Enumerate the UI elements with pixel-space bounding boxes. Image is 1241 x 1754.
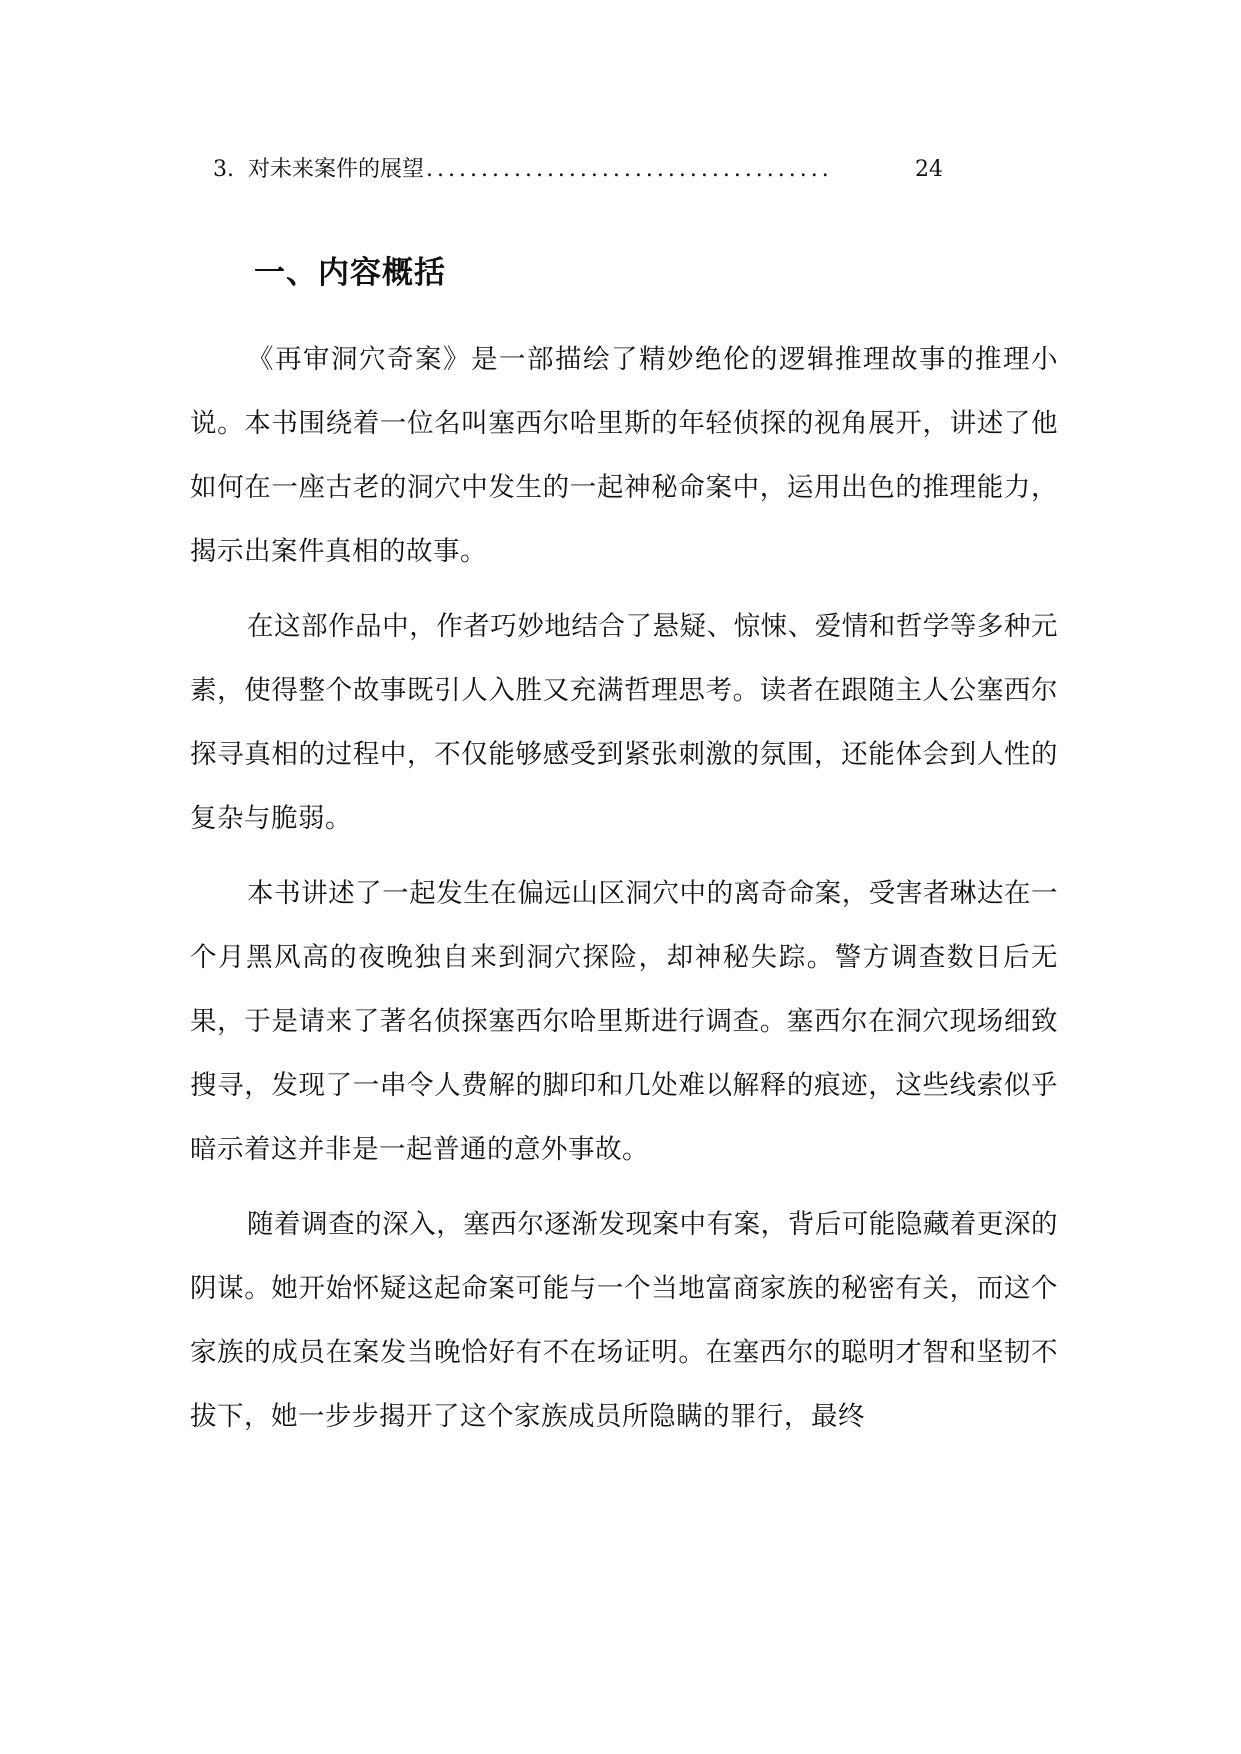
toc-entry-title: 对未来案件的展望 — [248, 157, 425, 182]
toc-page-number: 24 — [915, 157, 943, 182]
toc-entry[interactable] — [213, 150, 943, 190]
paragraph: 在这部作品中，作者巧妙地结合了悬疑、惊悚、爱情和哲学等多种元素，使得整个故事既引人入胜又充满哲理思考。读者在跟随主人公塞西尔探寻真相的过程中，不仅能够感受到紧张刺激的氛围，还能体会到人性的复杂与脆弱。 — [190, 611, 1058, 834]
body-text — [190, 328, 1058, 1460]
toc-dot-leader: ..................................... — [426, 157, 833, 182]
paragraph: 本书讲述了一起发生在偏远山区洞穴中的离奇命案，受害者琳达在一个月黑风高的夜晚独自来到洞穴探险，却神秘失踪。警方调查数日后无果，于是请来了著名侦探塞西尔哈里斯进行调查。塞西尔在洞穴现场细致搜寻，发现了一串令人费解的脚印和几处难以解释的痕迹，这些线索似乎暗示着这并非是一起普通的意外事故。 — [190, 878, 1058, 1165]
paragraph: 《再审洞穴奇案》是一部描绘了精妙绝伦的逻辑推理故事的推理小说。本书围绕着一位名叫塞西尔哈里斯的年轻侦探的视角展开，讲述了他如何在一座古老的洞穴中发生的一起神秘命案中，运用出色的推理能力，揭示出案件真相的故事。 — [190, 344, 1058, 567]
toc-entry-number: 3. — [213, 157, 234, 182]
section-heading: 一、内容概括 — [254, 255, 446, 291]
paragraph: 随着调查的深入，塞西尔逐渐发现案中有案，背后可能隐藏着更深的阴谋。她开始怀疑这起命案可能与一个当地富商家族的秘密有关，而这个家族的成员在案发当晚恰好有不在场证明。在塞西尔的聪明才智和坚韧不拔下，她一步步揭开了这个家族成员所隐瞒的罪行，最终 — [190, 1209, 1058, 1432]
